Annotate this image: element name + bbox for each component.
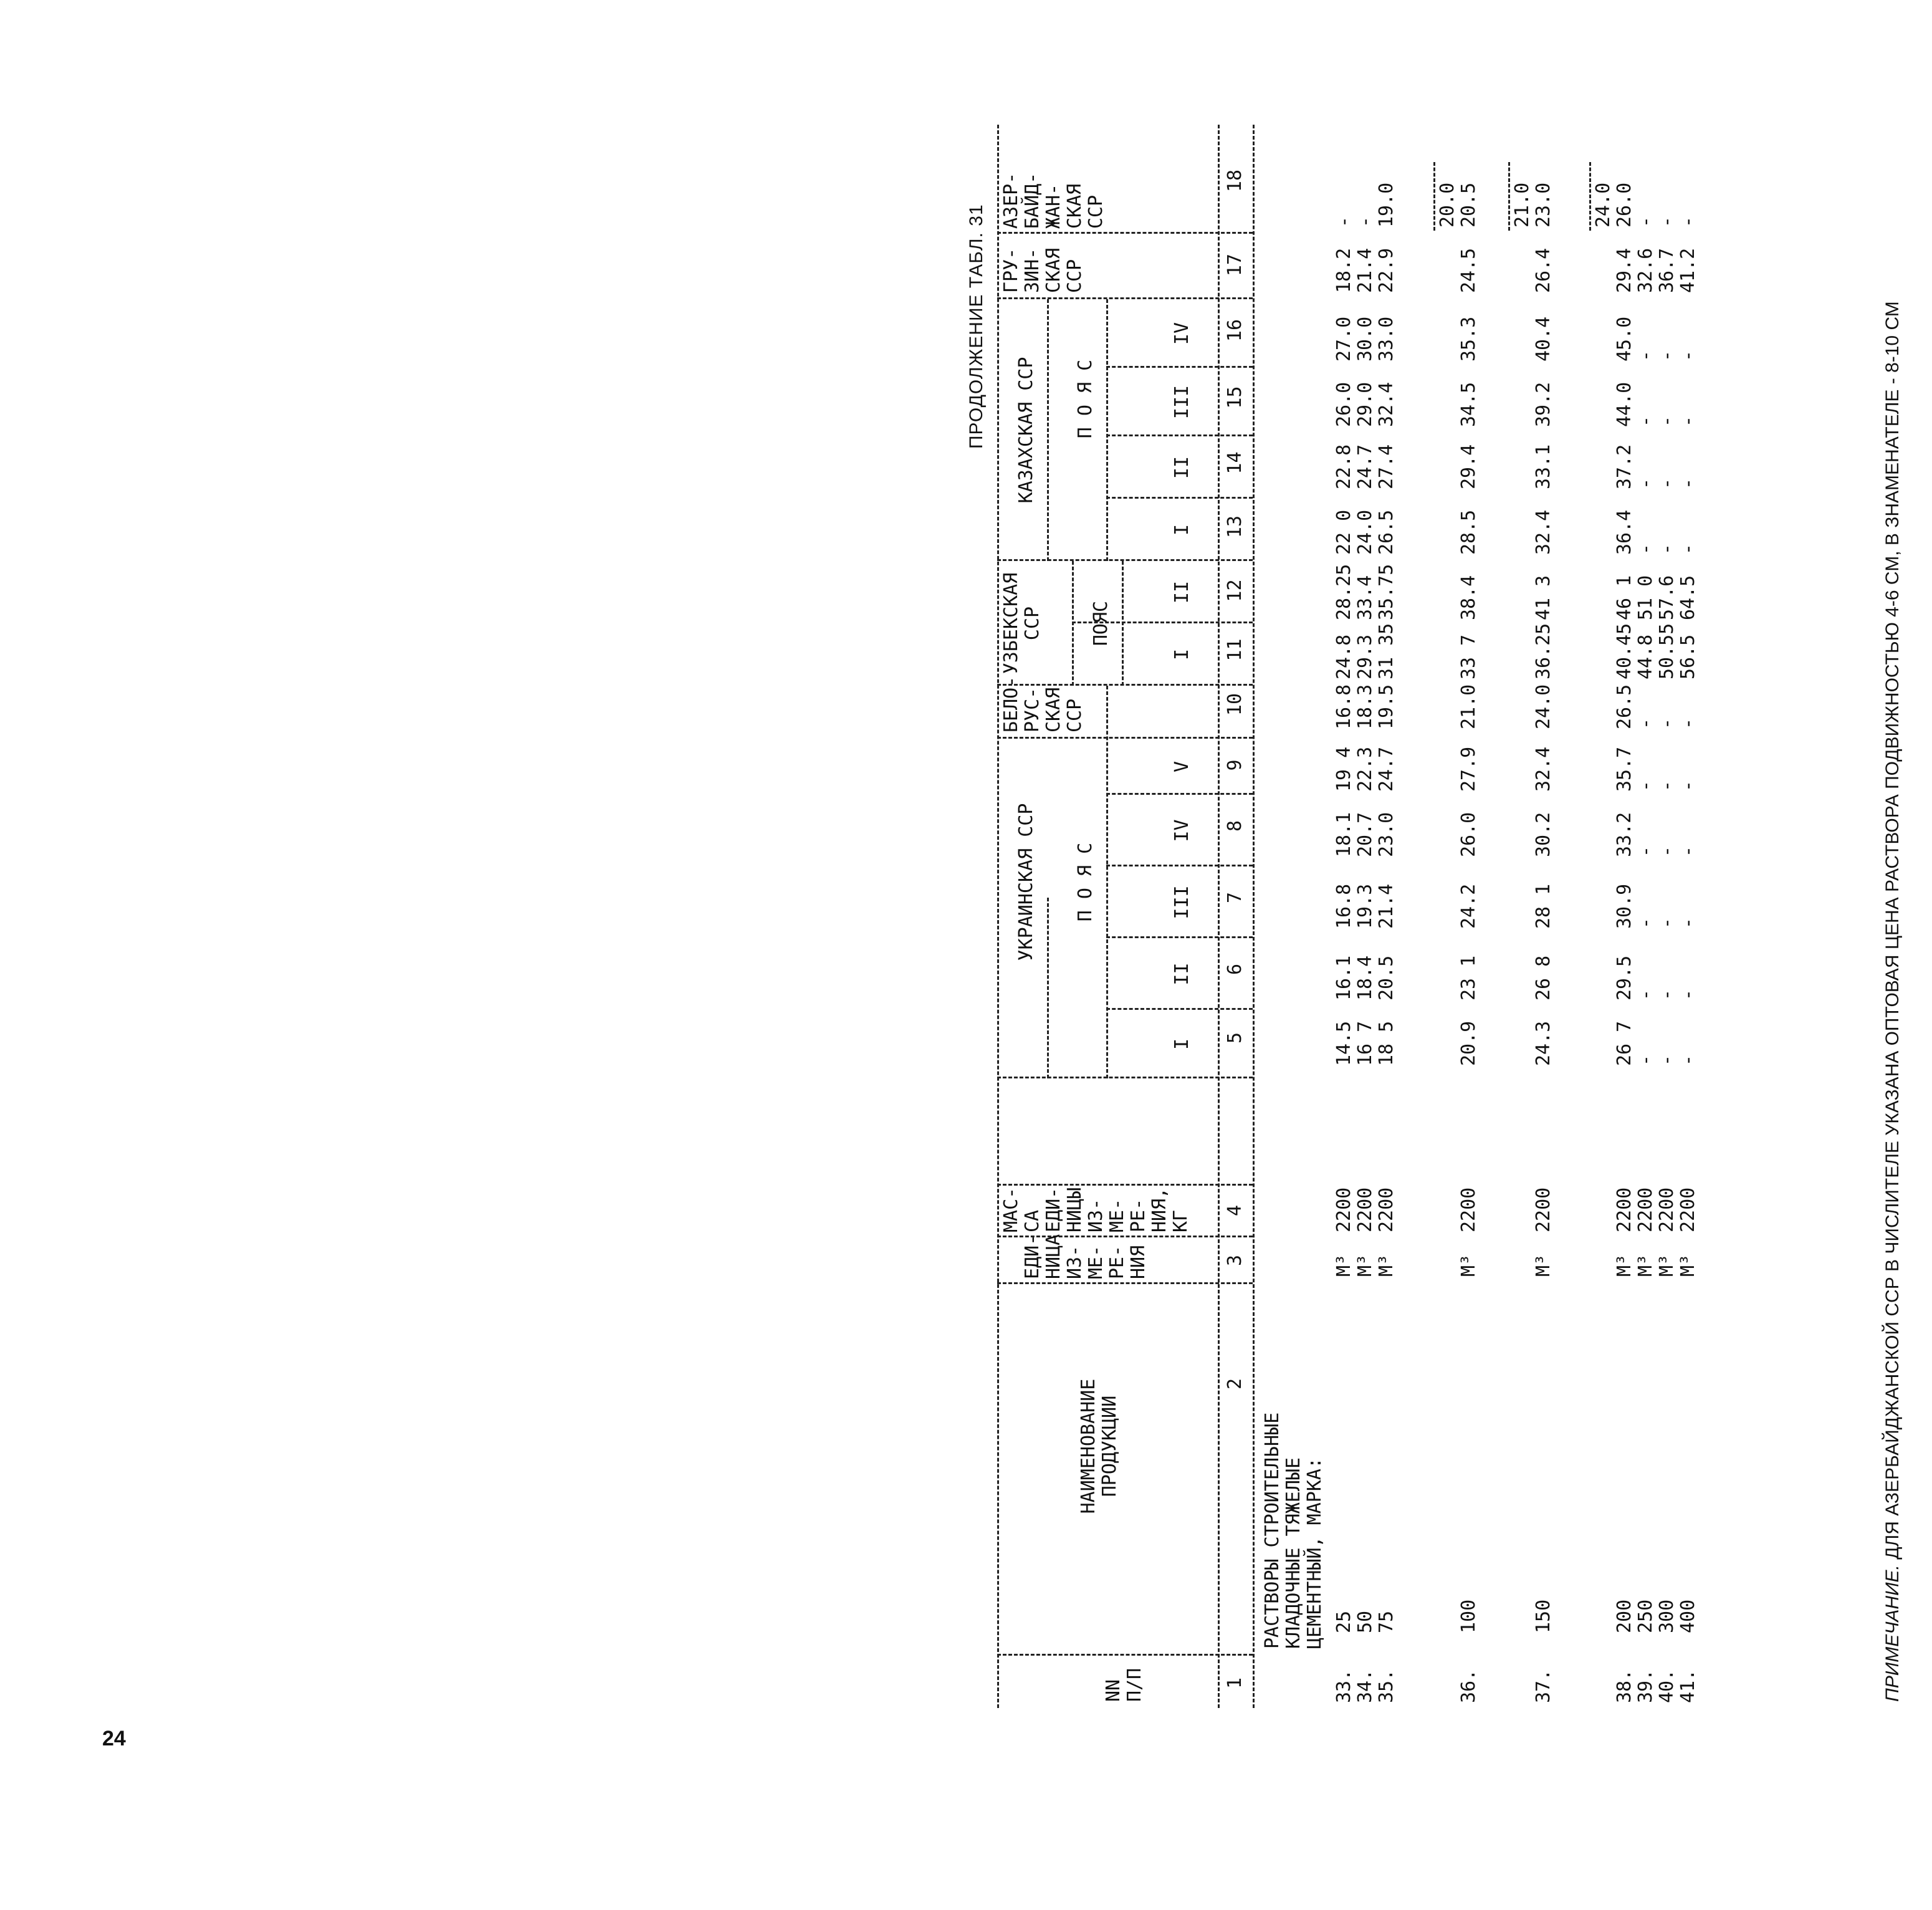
column-number-8: 8 [1224,820,1246,832]
row-value: 28.5 [1458,509,1480,555]
row-value: 19.3 [1354,883,1376,929]
row-value: 30.2 [1533,812,1554,857]
column-number-14: 14 [1224,451,1246,474]
column-number-7: 7 [1224,891,1246,904]
row-value: 22.9 [1375,247,1397,293]
header-kaz: КАЗАХСКАЯ ССР [1015,357,1037,504]
header-nn: NN П/П [1102,1668,1145,1702]
column-number-6: 6 [1224,963,1246,976]
row-value: 20.9 [1458,1020,1480,1066]
row-value: - [1354,216,1376,228]
row-value: 29.5 [1614,955,1635,1001]
section-title: РАСТВОРЫ СТРОИТЕЛЬНЫЕ КЛАДОЧНЫЕ ТЯЖЕЛЫЕ ЦЕМЕНТНЫЙ, МАРКА: [1261,1412,1326,1649]
zone-ukr-3: III [1171,885,1193,919]
row-mass: 2200 [1458,1187,1480,1232]
continuation-title: ПРОДОЛЖЕНИЕ ТАБЛ. 31 [966,204,987,449]
row-value: - [1677,216,1699,228]
row-value: 26.0 [1333,382,1355,427]
header-unit: ЕДИ- НИЦА ИЗ- МЕ- РЕ- НИЯ [1021,1234,1149,1279]
row-number: 39. [1635,1669,1657,1703]
row-value: - [1656,350,1678,362]
header-ukr: УКРАИНСКАЯ ССР [1015,803,1037,961]
row-value: - [1635,415,1657,427]
row-value: 36.7 [1656,247,1678,293]
row-value: 27.4 [1375,444,1397,489]
row-mass: 2200 [1533,1187,1554,1232]
row-value: 23 1 [1458,955,1480,1001]
row-mass: 2200 [1333,1187,1355,1232]
row-value: - [1677,917,1699,929]
row-value: 29.3 [1354,634,1376,679]
row-value: 33.0 [1375,316,1397,362]
column-number-5: 5 [1224,1032,1246,1044]
row-value: 37.2 [1614,444,1635,489]
header-uzb: УЗБЕКСКАЯ ССР [1000,572,1043,674]
row-value: 19.0 [1375,182,1397,228]
uzb-rule-1 [1072,561,1074,686]
row-mass: 2200 [1375,1187,1397,1232]
column-numbers-rule [1253,125,1255,1708]
header-ukr-poyas: П О Я С [1074,842,1096,922]
row-mark: 300 [1656,1599,1678,1633]
row-mass: 2200 [1677,1187,1699,1232]
row-mass: 2200 [1656,1187,1678,1232]
row-unit: М³ [1635,1254,1657,1277]
row-value: 24.0 [1533,684,1554,729]
column-number-16: 16 [1224,319,1246,342]
row-unit: М³ [1354,1254,1376,1277]
row-value: 45.0 [1614,316,1635,362]
zone-kaz-3: III [1171,385,1193,420]
row-value: 29.4 [1458,444,1480,489]
row-unit: М³ [1614,1254,1635,1277]
row-value: - [1656,917,1678,929]
header-gruz: ГРУ- ЗИН- СКАЯ ССР [1000,247,1086,293]
row-value: - [1656,543,1678,555]
row-value: - [1656,989,1678,1001]
row-value: - [1677,717,1699,729]
row-value: - [1656,845,1678,857]
column-number-13: 13 [1224,515,1246,539]
row-mass: 2200 [1635,1187,1657,1232]
row-value: 27.0 [1333,316,1355,362]
table-note [1882,301,1903,1702]
header-belo: БЕЛО- РУС- СКАЯ ССР [1000,676,1086,732]
row-mark: 250 [1635,1599,1657,1633]
row-value: - [1635,845,1657,857]
row-value: 18.2 [1333,247,1355,293]
zone-kaz-1: I [1171,524,1193,536]
row-value: 24.0 [1354,509,1376,555]
row-unit: М³ [1333,1254,1355,1277]
row-unit: М³ [1375,1254,1397,1277]
row-value: - [1677,543,1699,555]
row-value: 32.4 [1533,746,1554,792]
row-value: 32.4 [1375,382,1397,427]
row-number: 41. [1677,1669,1699,1703]
row-value: 46 1 [1614,575,1635,620]
row-value: 28.25 [1333,564,1355,620]
fraction-rule [1589,162,1591,231]
fraction-rule [1508,162,1510,231]
row-value: 35.75 [1375,564,1397,620]
row-value: 19 4 [1333,746,1355,792]
uzb-rule-2 [1122,561,1124,686]
row-number: 40. [1656,1669,1678,1703]
row-value: 33.4 [1354,575,1376,620]
row-value: - [1635,350,1657,362]
row-value: 28 1 [1533,883,1554,929]
vline [997,1654,1253,1656]
row-value: 18 5 [1375,1020,1397,1066]
column-number-9: 9 [1224,759,1246,771]
zone-ukr-4: IV [1171,819,1193,842]
row-value: 29.0 [1354,382,1376,427]
column-number-11: 11 [1224,638,1246,661]
row-value: 44.0 [1614,382,1635,427]
row-value: - [1635,780,1657,792]
header-uzb-poyas: ПОЯС [1090,600,1112,646]
row-mark: 25 [1333,1610,1355,1633]
row-value: 21.0 [1458,684,1480,729]
ukr-rule-1 [1047,898,1049,1078]
row-unit: М³ [1656,1254,1678,1277]
header-kaz-poyas: П О Я С [1074,359,1096,439]
row-value: 32.6 [1635,247,1657,293]
row-value: 16 7 [1354,1020,1376,1066]
row-value: 22.3 [1354,746,1376,792]
row-value: - [1635,216,1657,228]
column-number-17: 17 [1224,253,1246,277]
row-value: - [1677,845,1699,857]
column-number-18: 18 [1224,169,1246,193]
row-mass: 2200 [1614,1187,1635,1232]
column-number-15: 15 [1224,386,1246,409]
row-value: 16.8 [1333,883,1355,929]
row-value: - [1656,478,1678,489]
row-value: - [1635,717,1657,729]
header-mass: МАС- СА ЕДИ- НИЦЫ ИЗ- МЕ- РЕ- НИЯ, КГ [1000,1187,1192,1232]
row-value-fraction: 24.0 26.0 [1592,182,1635,228]
row-value: 40.45 [1614,623,1635,679]
row-value: 22.8 [1333,444,1355,489]
row-value: 21.4 [1375,883,1397,929]
row-value: 24.8 [1333,634,1355,679]
row-value: 38.4 [1458,575,1480,620]
vline [997,232,1253,234]
table-top-rule [997,125,999,1708]
column-number-10: 10 [1224,693,1246,716]
row-value: 30.0 [1354,316,1376,362]
row-mark: 200 [1614,1599,1635,1633]
row-value: 26.5 [1375,509,1397,555]
row-value: 44.8 [1635,634,1657,679]
rotated-table-page [960,106,1932,1727]
note-text: ДЛЯ АЗЕРБАЙДЖАНСКОЙ ССР В ЧИСЛИТЕЛЕ УКАЗАНА ОПТОВАЯ ЦЕНА РАСТВОРА ПОДВИЖНОСТЬЮ 4-6 СМ, В ЗНАМЕНАТЕЛЕ - 8-10 СМ [1882,301,1903,1565]
row-value: 39.2 [1533,382,1554,427]
row-mark: 400 [1677,1599,1699,1633]
row-number: 37. [1533,1669,1554,1703]
row-value: - [1656,216,1678,228]
column-number-12: 12 [1224,579,1246,602]
header-name: НАИМЕНОВАНИЕ ПРОДУКЦИИ [1078,1378,1121,1514]
row-value: 64.5 [1677,575,1699,620]
row-value: 41.2 [1677,247,1699,293]
row-value: 24.2 [1458,883,1480,929]
row-value: 19.5 [1375,684,1397,729]
row-value-fraction: 20.0 20.5 [1437,182,1480,228]
row-value: 27.9 [1458,746,1480,792]
row-value: 33.1 [1533,444,1554,489]
row-value: - [1635,917,1657,929]
row-value-fraction: 21.0 23.0 [1511,182,1554,228]
row-value: - [1677,350,1699,362]
row-value: 40.4 [1533,316,1554,362]
row-value: 26 8 [1533,955,1554,1001]
row-value: 21.4 [1354,247,1376,293]
row-value: - [1677,780,1699,792]
row-value: 26.5 [1614,684,1635,729]
row-unit: М³ [1533,1254,1554,1277]
note-label: ПРИМЕЧАНИЕ. [1882,1565,1903,1702]
row-mark: 50 [1354,1610,1376,1633]
kaz-rule-2 [1106,299,1108,561]
row-value: - [1656,717,1678,729]
kaz-rule-1 [1047,299,1049,561]
row-value: - [1635,543,1657,555]
row-value: - [1656,1054,1678,1066]
row-value: 35.3 [1458,316,1480,362]
column-number-3: 3 [1224,1254,1246,1267]
row-value: 32.4 [1533,509,1554,555]
row-value: 56.5 [1677,634,1699,679]
zone-ukr-2: II [1171,962,1193,986]
row-value: 33.2 [1614,812,1635,857]
header-azer: АЗЕР- БАЙД- ЖАН- СКАЯ ССР [1000,172,1107,229]
row-value: 57.6 [1656,575,1678,620]
row-value: 24.7 [1354,444,1376,489]
row-value: - [1656,780,1678,792]
fraction-rule [1433,162,1435,231]
row-number: 35. [1375,1669,1397,1703]
vline [997,1282,1253,1284]
column-number-1: 1 [1224,1677,1246,1689]
zone-ukr-1: I [1171,1038,1193,1050]
row-value: 18.3 [1354,684,1376,729]
row-value: 23.0 [1375,812,1397,857]
zone-ukr-5: V [1171,761,1193,773]
column-number-2: 2 [1224,1378,1246,1390]
row-value: 29.4 [1614,247,1635,293]
row-mass: 2200 [1354,1187,1376,1232]
row-number: 36. [1458,1669,1480,1703]
row-value: 14.5 [1333,1020,1355,1066]
zone-kaz-2: II [1171,456,1193,479]
row-value: 36.4 [1614,509,1635,555]
row-value: 16.8 [1333,684,1355,729]
zone-kaz-4: IV [1171,322,1193,345]
row-value: 36.25 [1533,623,1554,679]
row-mark: 100 [1458,1599,1480,1633]
row-value: 26.4 [1533,247,1554,293]
row-mark: 150 [1533,1599,1554,1633]
row-value: - [1656,415,1678,427]
vline [997,1184,1253,1186]
zone-uzb-1: I [1171,648,1193,661]
row-value: - [1677,415,1699,427]
row-value: 35.7 [1614,746,1635,792]
row-value: 24.5 [1458,247,1480,293]
row-value: 24.7 [1375,746,1397,792]
row-value: 20.7 [1354,812,1376,857]
row-number: 34. [1354,1669,1376,1703]
row-value: 31 35 [1375,623,1397,679]
row-value: 20.5 [1375,955,1397,1001]
ukr-rule-2 [1106,686,1108,1078]
row-value: 18.1 [1333,812,1355,857]
row-mark: 75 [1375,1610,1397,1633]
header-bottom-rule [1218,125,1220,1708]
row-value: - [1677,1054,1699,1066]
row-value: 41 3 [1533,575,1554,620]
row-unit: М³ [1458,1254,1480,1277]
row-value: 16.1 [1333,955,1355,1001]
row-value: 50.55 [1656,623,1678,679]
row-value: - [1677,478,1699,489]
page-number: 24 [102,1727,126,1750]
row-value: 33 7 [1458,634,1480,679]
row-value: - [1635,989,1657,1001]
row-value: 51 0 [1635,575,1657,620]
row-value: 34.5 [1458,382,1480,427]
row-value: 26 7 [1614,1020,1635,1066]
row-value: 22 0 [1333,509,1355,555]
row-value: 18.4 [1354,955,1376,1001]
row-value: 26.0 [1458,812,1480,857]
row-number: 33. [1333,1669,1355,1703]
row-number: 38. [1614,1669,1635,1703]
row-value: - [1635,478,1657,489]
row-value: - [1635,1054,1657,1066]
zone-uzb-2: II [1171,580,1193,604]
row-unit: М³ [1677,1254,1699,1277]
row-value: 24.3 [1533,1020,1554,1066]
row-value: - [1333,216,1355,228]
row-value: 30.9 [1614,883,1635,929]
column-number-4: 4 [1224,1204,1246,1217]
row-value: - [1677,989,1699,1001]
